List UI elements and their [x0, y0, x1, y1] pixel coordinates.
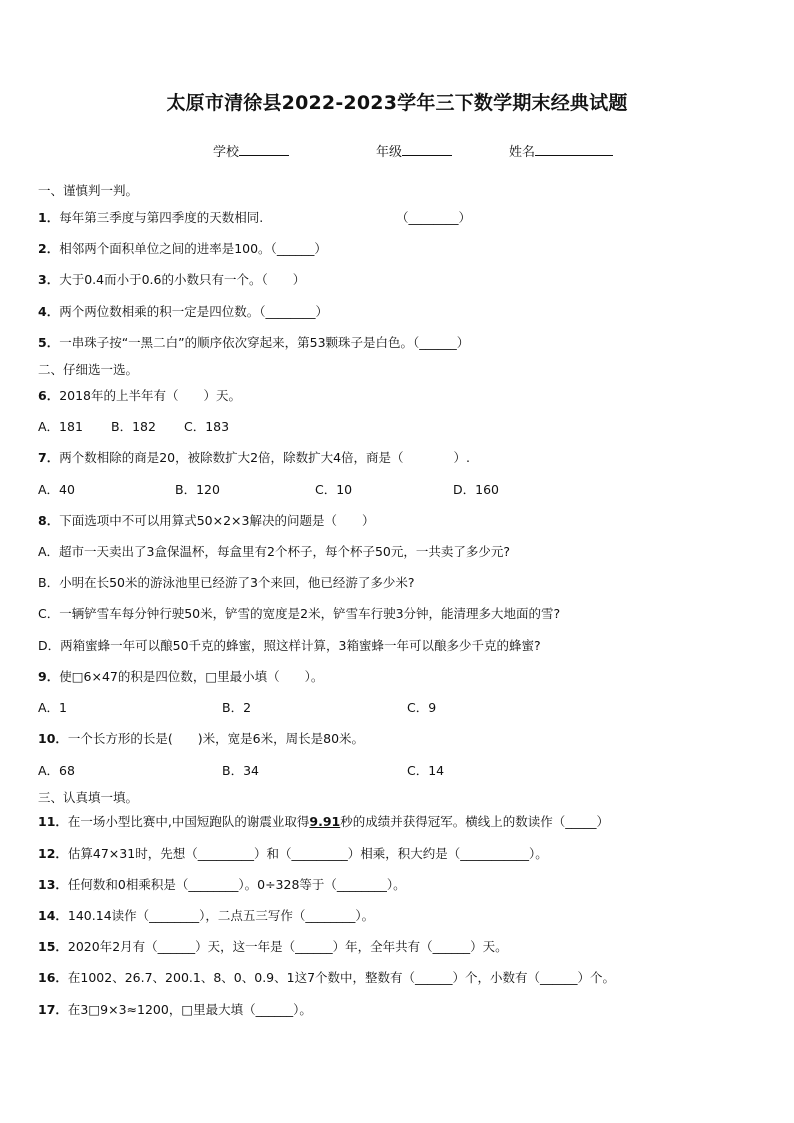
question-number: 9．	[38, 669, 60, 684]
question-number: 5．	[38, 335, 60, 350]
question-text: 每年第三季度与第四季度的天数相同.	[59, 210, 264, 225]
question-6	[38, 386, 241, 404]
question-8	[38, 511, 374, 529]
option-a[interactable]: A．68	[38, 763, 75, 778]
name-blank[interactable]	[535, 142, 613, 156]
name-field	[509, 141, 613, 160]
option-d[interactable]: D．两箱蜜蜂一年可以酿50千克的蜂蜜，照这样计算，3箱蜜蜂一年可以酿多少千克的蜂蜜?	[38, 638, 541, 653]
question-7	[38, 448, 470, 466]
question-10	[38, 729, 364, 747]
question-text: 使□6×47的积是四位数，□里最小填（ ）。	[59, 669, 324, 684]
option-c[interactable]: C．一辆铲雪车每分钟行驶50米，铲雪的宽度是2米，铲雪车行驶3分钟，能清理多大地面的雪?	[38, 606, 561, 621]
option-c[interactable]: C．10	[315, 482, 353, 497]
section-heading-choose: 二、仔细选一选。	[38, 362, 139, 377]
section-heading-judge: 一、谨慎判一判。	[38, 183, 139, 198]
question-number: 8．	[38, 513, 60, 528]
question-11	[38, 812, 609, 830]
name-label: 姓名	[509, 145, 536, 160]
option-a[interactable]: A．40	[38, 482, 75, 497]
question-1-blank[interactable]: （________）	[396, 210, 472, 225]
question-text: 一个长方形的长是( )米，宽是6米，周长是80米。	[67, 731, 365, 746]
question-number: 6．	[38, 388, 60, 403]
question-text: 140.14读作（________），二点五三写作（________）。	[67, 908, 375, 923]
question-13	[38, 875, 406, 893]
question-number: 1．	[38, 210, 60, 225]
question-text: 估算47×31时，先想（_________）和（_________）相乘，积大约是（___________）。	[67, 846, 548, 861]
question-text: 两个两位数相乘的积一定是四位数。（________）	[59, 304, 328, 319]
option-c[interactable]: C．9	[407, 700, 437, 715]
question-2	[38, 239, 327, 257]
question-number: 3．	[38, 272, 60, 287]
option-b[interactable]: B．182	[111, 419, 156, 434]
question-text: 在1002、26.7、200.1、8、0、0.9、1这7个数中，整数有（______）个，小数有（______）个。	[67, 970, 616, 985]
question-text: 在3□9×3≈1200，□里最大填（______）。	[67, 1002, 312, 1017]
question-12	[38, 844, 548, 862]
question-text-end: 秒的成绩并获得冠军。横线上的数读作（_____）	[340, 814, 609, 829]
question-text: 两个数相除的商是20，被除数扩大2倍，除数扩大4倍，商是（ ）.	[59, 450, 470, 465]
question-number: 2．	[38, 241, 60, 256]
question-number: 16．	[38, 970, 68, 985]
question-text: 相邻两个面积单位之间的进率是100。（______）	[59, 241, 327, 256]
school-field	[213, 141, 289, 160]
school-blank[interactable]	[239, 142, 289, 156]
grade-label: 年级	[376, 145, 403, 160]
option-b[interactable]: B．小明在长50米的游泳池里已经游了3个来回，他已经游了多少米?	[38, 575, 415, 590]
question-9	[38, 667, 323, 685]
question-15	[38, 937, 508, 955]
question-number: 10．	[38, 731, 68, 746]
option-d[interactable]: D．160	[453, 482, 499, 497]
question-number: 14．	[38, 908, 68, 923]
question-text: 2020年2月有（______）天，这一年是（______）年，全年共有（______）天。	[67, 939, 508, 954]
question-16	[38, 968, 615, 986]
underlined-number: 9.91	[309, 814, 341, 829]
option-c[interactable]: C．14	[407, 763, 445, 778]
question-number: 4．	[38, 304, 60, 319]
option-a[interactable]: A．181	[38, 419, 83, 434]
option-b[interactable]: B．2	[222, 700, 252, 715]
option-b[interactable]: B．34	[222, 763, 259, 778]
question-number: 15．	[38, 939, 68, 954]
question-1	[38, 208, 263, 226]
question-text: 2018年的上半年有（ ）天。	[59, 388, 242, 403]
question-3	[38, 270, 305, 288]
question-number: 17．	[38, 1002, 68, 1017]
option-c[interactable]: C．183	[184, 419, 230, 434]
school-label: 学校	[213, 145, 240, 160]
question-4	[38, 302, 328, 320]
question-text: 大于0.4而小于0.6的小数只有一个。（ ）	[59, 272, 306, 287]
question-number: 11．	[38, 814, 68, 829]
grade-field	[376, 141, 452, 160]
question-5	[38, 333, 469, 351]
question-text: 下面选项中不可以用算式50×2×3解决的问题是（ ）	[59, 513, 375, 528]
section-heading-fill: 三、认真填一填。	[38, 790, 139, 805]
question-number: 12．	[38, 846, 68, 861]
option-a[interactable]: A．1	[38, 700, 68, 715]
grade-blank[interactable]	[402, 142, 452, 156]
question-17	[38, 1000, 312, 1018]
question-number: 7．	[38, 450, 60, 465]
page-title: 太原市清徐县2022-2023学年三下数学期末经典试题	[166, 92, 628, 114]
question-text: 在一场小型比赛中,中国短跑队的谢震业取得	[67, 814, 310, 829]
question-text: 任何数和0相乘积是（________）。0÷328等于（________）。	[67, 877, 406, 892]
option-b[interactable]: B．120	[175, 482, 220, 497]
question-text: 一串珠子按“一黑二白”的顺序依次穿起来，第53颗珠子是白色。（______）	[59, 335, 470, 350]
option-a[interactable]: A．超市一天卖出了3盒保温杯，每盒里有2个杯子，每个杯子50元，一共卖了多少元?	[38, 544, 510, 559]
question-14	[38, 906, 374, 924]
question-number: 13．	[38, 877, 68, 892]
